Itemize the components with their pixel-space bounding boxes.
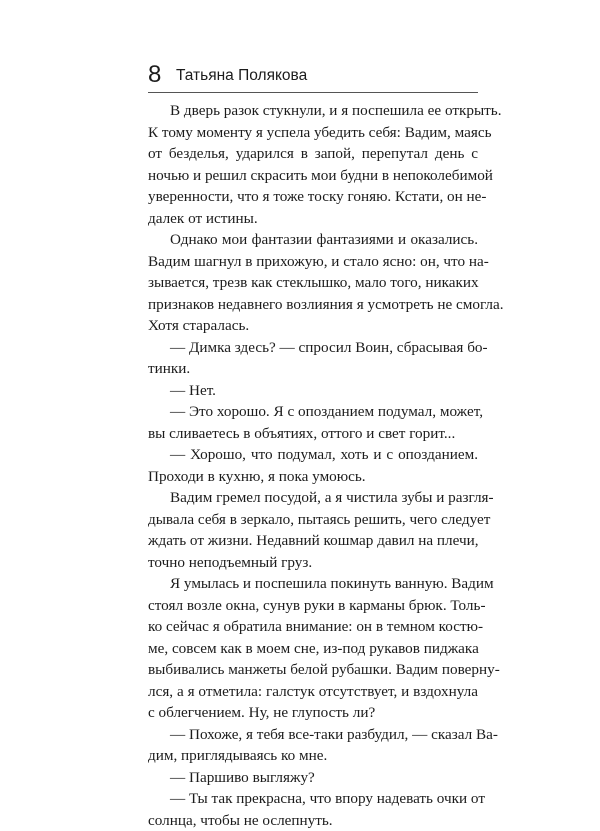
text-line: — Ты так прекрасна, что впору надевать очки от (148, 788, 478, 810)
text-line: вы сливаетесь в объятиях, оттого и свет горит... (148, 423, 478, 445)
text-line: Я умылась и поспешила покинуть ванную. Вадим (148, 573, 478, 595)
text-line: уверенности, что я тоже тоску гоняю. Кстати, он не- (148, 186, 478, 208)
text-line: — Это хорошо. Я с опозданием подумал, может, (148, 401, 478, 423)
text-line: солнца, чтобы не ослепнуть. (148, 810, 478, 831)
text-line: от безделья, ударился в запой, перепутал день с (148, 143, 478, 165)
text-line: ночью и решил скрасить мои будни в непоколебимой (148, 165, 478, 187)
running-head-author: Татьяна Полякова (176, 67, 307, 85)
text-line: признаков недавнего возлияния я усмотреть не смогла. (148, 294, 478, 316)
header-rule (148, 92, 478, 93)
text-line: зывается, трезв как стеклышко, мало того, никаких (148, 272, 478, 294)
text-line: — Хорошо, что подумал, хоть и с опозданием. (148, 444, 478, 466)
text-line: ко сейчас я обратила внимание: он в темном костю- (148, 616, 478, 638)
text-line: Проходи в кухню, я пока умоюсь. (148, 466, 478, 488)
text-line: далек от истины. (148, 208, 478, 230)
page-header (148, 62, 478, 90)
text-line: — Нет. (148, 380, 478, 402)
text-line: Вадим гремел посудой, а я чистила зубы и разгля- (148, 487, 478, 509)
body-text (148, 100, 478, 831)
text-line: — Димка здесь? — спросил Воин, сбрасывая бо- (148, 337, 478, 359)
text-line: дим, приглядываясь ко мне. (148, 745, 478, 767)
text-line: точно неподъемный груз. (148, 552, 478, 574)
page-number: 8 (148, 62, 161, 88)
text-line: Хотя старалась. (148, 315, 478, 337)
text-line: ждать от жизни. Недавний кошмар давил на плечи, (148, 530, 478, 552)
text-line: Вадим шагнул в прихожую, и стало ясно: он, что на- (148, 251, 478, 273)
text-line: ме, совсем как в моем сне, из-под рукавов пиджака (148, 638, 478, 660)
text-line: стоял возле окна, сунув руки в карманы брюк. Толь- (148, 595, 478, 617)
text-line: В дверь разок стукнули, и я поспешила ее открыть. (148, 100, 478, 122)
text-line: выбивались манжеты белой рубашки. Вадим поверну- (148, 659, 478, 681)
text-line: с облегчением. Ну, не глупость ли? (148, 702, 478, 724)
text-line: К тому моменту я успела убедить себя: Вадим, маясь (148, 122, 478, 144)
text-line: — Паршиво выгляжу? (148, 767, 478, 789)
text-line: тинки. (148, 358, 478, 380)
text-line: дывала себя в зеркало, пытаясь решить, чего следует (148, 509, 478, 531)
text-line: Однако мои фантазии фантазиями и оказались. (148, 229, 478, 251)
text-line: — Похоже, я тебя все-таки разбудил, — сказал Ва- (148, 724, 478, 746)
text-line: лся, а я отметила: галстук отсутствует, и вздохнула (148, 681, 478, 703)
